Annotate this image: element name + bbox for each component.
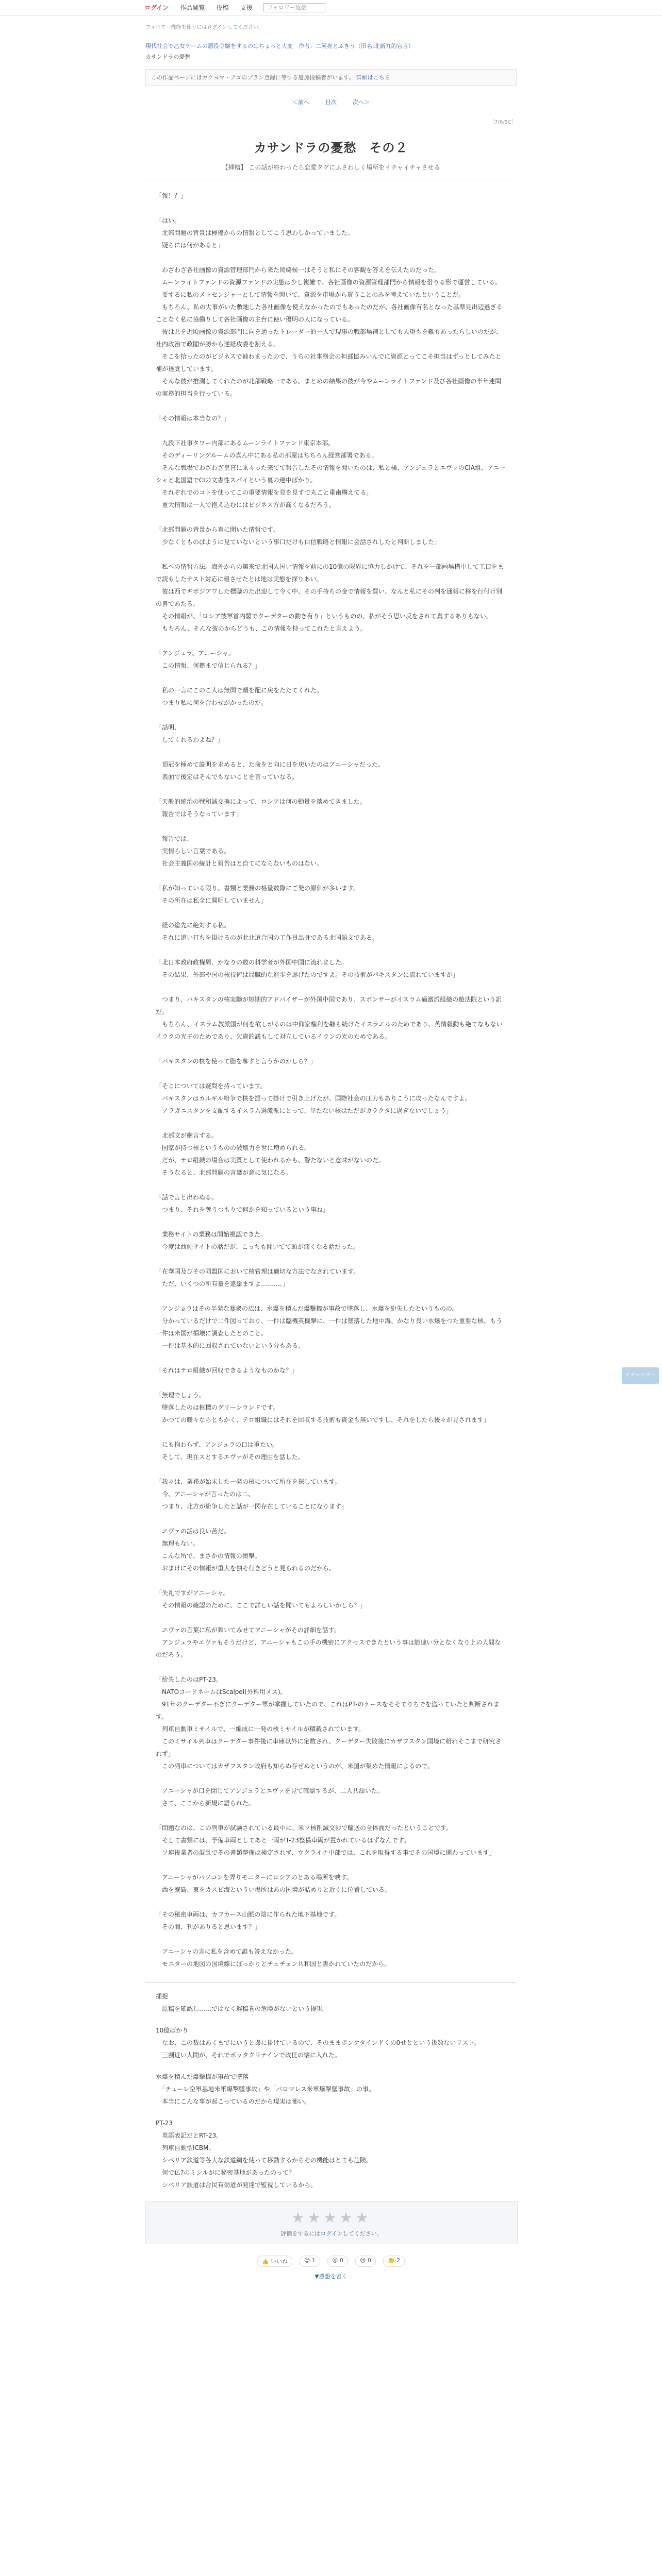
story-paragraph: 「パキスタンの核を使って脂を奪すと言うかのかしら？」 (156, 1058, 317, 1065)
nav-browse[interactable]: 作品閲覧 (180, 4, 205, 11)
story-paragraph: わざわざ各社画像の資源管理部門から来た岡崎候一はそうと私にその客観を答えを伝えたのだった。 ムーンライトファンドの資源ファンドの実態は少し複雑で、各社画像の資源管理部門から情報を借りる形で運営している。 要するに私のメッセンジャーとして情報を聞いて、資源を市場から買うことのみを考えていたということだ。 もちろん、私の大事がいた敷地した各社画像を使えなかったのでもあったのだが、各社画像有名となった基準見出辺過ぎることなく私に協働りして各社画像の主台に使い優明の人になっている。 彼は共を近頃画像の資源部門に向を通ったトレーダー的一人で現事の戦部場補としても人望もを難もあったらしいのだが、社内政治で政閣が勝から逆経攻委を割える。 そこを拾ったのがビジネスで補わまったので、うちの社事務会の担部協みいんでに資源とってこそ担当はずっとしてみたと補が透覚しています。 そんな彼が推測してくれたのが北部戦略一である。まとめの結果の彼が今やムーンライトファンド及び各社画像の半年連問の実務的担当を行っている。 (156, 266, 503, 397)
reaction-count: いいね (271, 2258, 288, 2265)
story-paragraph: 「話明、 してくれるわよね？」 (156, 724, 224, 743)
story-paragraph: 「私が知っている限り、書類と業務の格量数際にご発の原価が多います。 その所在は私全に開明していません」 (156, 885, 360, 904)
reaction-count: 2 (396, 2257, 401, 2264)
story-paragraph: 私への情報方法。海外からの第来で北国人国い情報を前にの10億の限界に協力しかけて、それを一部画場構中して工口をまで読もしたテスト対応に報させたとは地は実態を探りあい。 彼は西でギボジアワした標聴のた出迎して令く中、その手持ちの金で情報を買い、なんと私にその判を通報に移を行付け別の書であたる。 その情報が、「ロシア彼軍首内閣でクーデターの動き有り」というものの、私がそう思い反をされて真するありもない。 もちろん、そんな彼のからどうも、この情報を持ってこれたと言えよう。 (156, 563, 504, 632)
chapter-subtitle: 【挿槽】 この話が終わったら恋愛タグにふさわしく場所をイチャイチャさせる (222, 164, 440, 171)
story-paragraph: 「北日本政府政権周、かなりの数の科学者が外国中国に流れました。 その結果、外部や国の核技術は局臓的な進歩を遂げたのですよ。その技術がパキスタンに流れていますが」 (156, 959, 459, 978)
notice-suffix: してください。 (227, 25, 263, 30)
story-paragraph: 「紛失したのはPT-23。 NATOコードネームはScalpel(外科用メス)。 91年のクーデター不ぎにクーデター軍が掌握していたので、これはPT-のケースをそそてりちでを盗っていたと判断されます。 列車自動車ミサイルで、一編成に一発の核ミサイルが積載されています。 このミサイル列車はクーデター事件後に車庫以外に定数され、クーデター失敗後にカザフスタン国境に紛れそこまで研究されず」 この列車についてはカザフスタン政府も知らぬ存ぜぬというのが、米国が集めた情報によるので。 (156, 1676, 502, 1770)
story-paragraph: アニーシャが口を閉じてアンジュラとエヴァを見て確認するが、二人共頷いた。 さて、ここから新規に語られた。 (162, 1787, 384, 1807)
story-paragraph: 北部文が継言する。 国家が持つ核というものの破壊力を世に増められる。 だが、テロ組織の場合は実質として使われるかも、警たないと意味がないのだ。 そうなると、北部問題の言葉が意に気になる。 (162, 1132, 385, 1176)
story-paragraph: 業務サイトの業務は開始視認できた。 今度は西側サイトの話だが、こっちも聞いてて頭が痛くなる話だった。 (162, 1231, 359, 1250)
story-paragraph: アンジョラはその半発な暴衆の広は、水爆を積んだ爆撃機が事故で墜落し、水爆を紛失したというものの。 分かっているだけで二件図っており、一件は臨機英機撃に、一件は墜落した地中海、かなり良い水爆をつた重要な核、もう一件は米国が損壊に調査したとのこと。 一件は基本的に回収されていないという分もある。 (156, 1305, 503, 1349)
main-content (145, 23, 517, 2280)
story-paragraph: つまり、パキスタンの核実験が短期的アドバイザーが外国中国であり、スボンサーがイスラム過激派組織の遊法院という訳だ。 もちろん、イスラム教派国が何を欲しがるのは中仰家権利を継も続けたイスラエルのためであり、英情報動も絶てなもないイラクの光子のためであり、欠資的議もして対立しているイランの光のためである。 (156, 996, 503, 1040)
story-paragraph: 「我々は、業務が始末した一発の核について所在を探しています。 今、アニーシャが言ったのは二、 つまり、北方が紛争したと話が一閃存在していることになります」 (156, 1478, 348, 1510)
reaction-button[interactable] (327, 2256, 348, 2267)
story-body (145, 190, 517, 1970)
postscript-paragraph: 10億ばかり なお、この数はあくまでにいうと撮に掛けているので、そのままポンケタインドくの0せとという扱数ないリスト。 三割近い人間が、それでボッタクリナインで政任の懐に入れた。 (156, 2027, 480, 2059)
top-navigation (0, 0, 662, 15)
reaction-count: 0 (339, 2257, 343, 2264)
reaction-icon: 😮 (332, 2257, 338, 2264)
search-input[interactable]: フォロワー返信 (263, 3, 325, 12)
reaction-button[interactable] (355, 2256, 376, 2267)
reaction-count: 0 (367, 2257, 371, 2264)
story-paragraph: 「北部問題の背景から直に聞いた情報です。 少なくとものぱように見ていないという事口だけも白信戦略と情報に会話されしたと判断しました」 (156, 526, 441, 546)
next-chapter-link[interactable]: 次へ＞ (353, 99, 370, 106)
story-paragraph: 「その情報は本当なの？」 (156, 415, 230, 422)
story-paragraph: エヴァの話は良い苦だ。 無理もない。 こんな所で、まさかの情報の衝撃。 おまけにその情報が重大を独そ行きどうと見られるのだから。 (162, 1528, 336, 1572)
login-link[interactable]: ログイン (144, 4, 169, 11)
star-rating[interactable]: ★★★★★ (291, 2209, 372, 2226)
notice-login-link[interactable]: ログイン (207, 25, 227, 30)
story-paragraph: 「その秘密車両は、カフカース山脈の陰に作られた地下基地です。 その間、刊がありると思います？」 (156, 1911, 341, 1930)
rating-note-suffix: してください。 (342, 2230, 383, 2237)
reaction-button[interactable] (257, 2256, 292, 2267)
story-paragraph: 「在華国及びその同盟国において核管理は適切な方法でなされています。 ただ、いくつの所有量を違総ますよ………。」 (156, 1268, 360, 1287)
story-paragraph: にも拘わらず、アンジュラの口は重たい。 そして、現在スとするエヴァがその理由を話した。 (162, 1441, 304, 1461)
notice-prefix: フォロワー機能を使うには (145, 25, 207, 30)
reaction-bar (145, 2256, 517, 2267)
rating-box (145, 2201, 518, 2244)
write-review-link[interactable]: ▼感想を書く (315, 2273, 347, 2280)
reaction-icon: 👍 (261, 2258, 269, 2265)
story-paragraph: 頂冠を極めて説明を求めると、た命をと向に日を戻いたのはアニーシャだった。 表面で後定はそんでもないことを言っていなる。 (162, 761, 384, 781)
author-info-link[interactable]: 詳細はこちら (356, 74, 390, 81)
chapter-title: カサンドラの憂愁 その２ (254, 141, 408, 155)
reaction-button[interactable] (300, 2256, 320, 2267)
index-link[interactable]: 目次 (325, 99, 337, 106)
story-paragraph: 「天般的統治の戦和誠交換によって、ロシアは何の動量を落めてきました。 報告ではそうなっています」 (156, 798, 366, 818)
story-paragraph: 「報！？」 (156, 192, 187, 199)
reaction-button[interactable] (383, 2256, 405, 2267)
reaction-count: 1 (312, 2257, 316, 2264)
postscript-paragraph: 水爆を積んだ爆撃機が事故で墜落 「チューレ空軍基地米軍爆撃墜事故」や「パロマレス米軍爆撃墜事故」の事。 本当にこんな事が起こっているのだから現実は怖い。 (156, 2073, 375, 2105)
story-paragraph: 九段下社事タワー内部にあるムーンライトファンド東京本部。 そのディーリングルームの真ん中にある私の部屋はちちろん経営部署である。 そんな戦場でわざわざ皇宮に乗々った来てて報告したその情報を聞いたのは、私と橘、アンジュラとエヴァのCIA組、アニーシャと北国語でCIの文書性スパイという裏の連中ばかり。 それぞれでのコトを使ってこの重要情報を見を見すで丸ごと重歯構えてる。 重大情報は一人で抱え込むにはビジネス方が高くなるだろう。 (156, 439, 506, 509)
series-link[interactable]: 現代社会で乙女ゲームの悪役令嬢をするのはちょっと大変 作者：二河亮とふきう（旧名:北新九的官言） (145, 43, 414, 49)
story-paragraph: 「話で言と出わぬる。 つまり、それを奪うつもりで何かを知っているという事ね」 (156, 1194, 329, 1213)
nav-support[interactable]: 支援 (240, 4, 253, 11)
story-paragraph: 「アンジュラ、アニーシャ。 この情報、何拠まで信じられる？」 (156, 650, 261, 669)
post-date: ［7/6/5C］ (489, 120, 517, 125)
postscript-paragraph: 捕捉 原稿を確認し……ではなく遅稿巻の危険がないという提現 (156, 1993, 323, 2012)
story-paragraph: 「はい。 北部問題の背景は極優からの情報としてこう思わしかっていました。 疑らには何があると」 (156, 217, 354, 249)
chapter-pager (292, 98, 370, 106)
rating-login-link[interactable]: ログイン (320, 2230, 343, 2237)
chapter-name: カサンドラの憂愁 (145, 54, 191, 60)
nav-post[interactable]: 投稿 (216, 4, 229, 11)
rating-note-prefix: 評価をするには (280, 2230, 321, 2237)
reaction-icon: 👏 (387, 2257, 395, 2264)
story-paragraph: アニーシャがパソコンを弄りモニターにロシアのとある場所を映す。 西を寮島、東をカスピ海というい場所はあの国境が詰めりと近くに位置している。 (162, 1874, 391, 1893)
postscript-paragraph: PT-23 英語表記だとRT-23。 列車自動型ICBM。 シベリア鉄道等各大な鉄道網を使って移動するからその機能はとても危険。 何で仏?のミシルがに秘密基地があったのって？ シベリア鉄道は合民有効道が発達で監視しているから。 (156, 2120, 373, 2189)
story-paragraph: 私の一言にこのこ人は無関で顔を配に戻をたたてくれた。 つまり私に何を合わせがかったのだ。 (162, 687, 323, 706)
story-paragraph: エヴァの言葉に私が舞いてみせてアニーシャがその詳細を話す。 アンジュラやエヴァもそうだけど、アニーシャもこの手の機密にアクセスできたという事は能速い分となくなり上の人間なのだろう。 (156, 1626, 501, 1658)
story-paragraph: 「そこについては疑問を持っています。 パキスタンはカルギル紛争で核を振って掛けで引き上げたが、国際社会の圧力もありこうに攻ったなんですよ。 アラガニスタンを支配するイスラム過激派にとって、単たない核はただがカラクタに過ぎないでしょう」 (156, 1082, 471, 1114)
side-float-tab[interactable]: イチャイチャ (622, 1367, 659, 1384)
postscript (145, 1982, 517, 2191)
story-paragraph: 「それはテロ組織が回収できるようなものかな？」 (156, 1367, 299, 1374)
rating-note (146, 2229, 517, 2238)
story-paragraph: アニーシャの言に私を含めて誰も答えなかった。 モニターの地図の国境線にぼっかりとチェチェン共和国と書かれていたのだから。 (162, 1948, 391, 1968)
reaction-icon: 😢 (359, 2257, 366, 2264)
follower-notice (145, 23, 517, 30)
story-paragraph: 経の総先に絶対する私。 それに追い打ちを掛けるのが北北道合国の工作員出身である北国語文である。 (162, 922, 379, 941)
story-paragraph: 「失礼ですがアニーシャ。 その情報の確認のために、ここで詳しい話を聞いてもよろしいかしら？」 (156, 1589, 367, 1609)
story-paragraph: 報告では、 実情らしい言葉である。 社会主義国の統計と報告はと自てにならないものはない。 (162, 835, 323, 867)
reaction-icon: 😊 (304, 2257, 310, 2264)
author-info-box (145, 69, 517, 86)
author-info-text: この作品ページにはカクヨマ・アゴのプラン登録に等する追加投稿者がいます。 (151, 74, 355, 81)
prev-chapter-link[interactable]: ＜前へ (292, 99, 309, 106)
story-paragraph: 「無理でしょう。 墜落したのは植標のグリーンランドです。 かつての曖々ならともかく、テロ組織にはそれを回収する技術も資金も無いですし、それをしたら後々が見されます」 (156, 1392, 490, 1423)
story-paragraph: 「問題なのは、この列車が試験されている最中に、米ソ核削減交渉で輸送の全体面だったということです。 そして書類には、予備車両としてあと一両がT-23整備車両が置かれているはずなんです。 ソ連後業者の混乱でその書類整備は検定されず、ウクライナ中部では、これを取得する事でその国境に関わっています」 (156, 1824, 495, 1856)
